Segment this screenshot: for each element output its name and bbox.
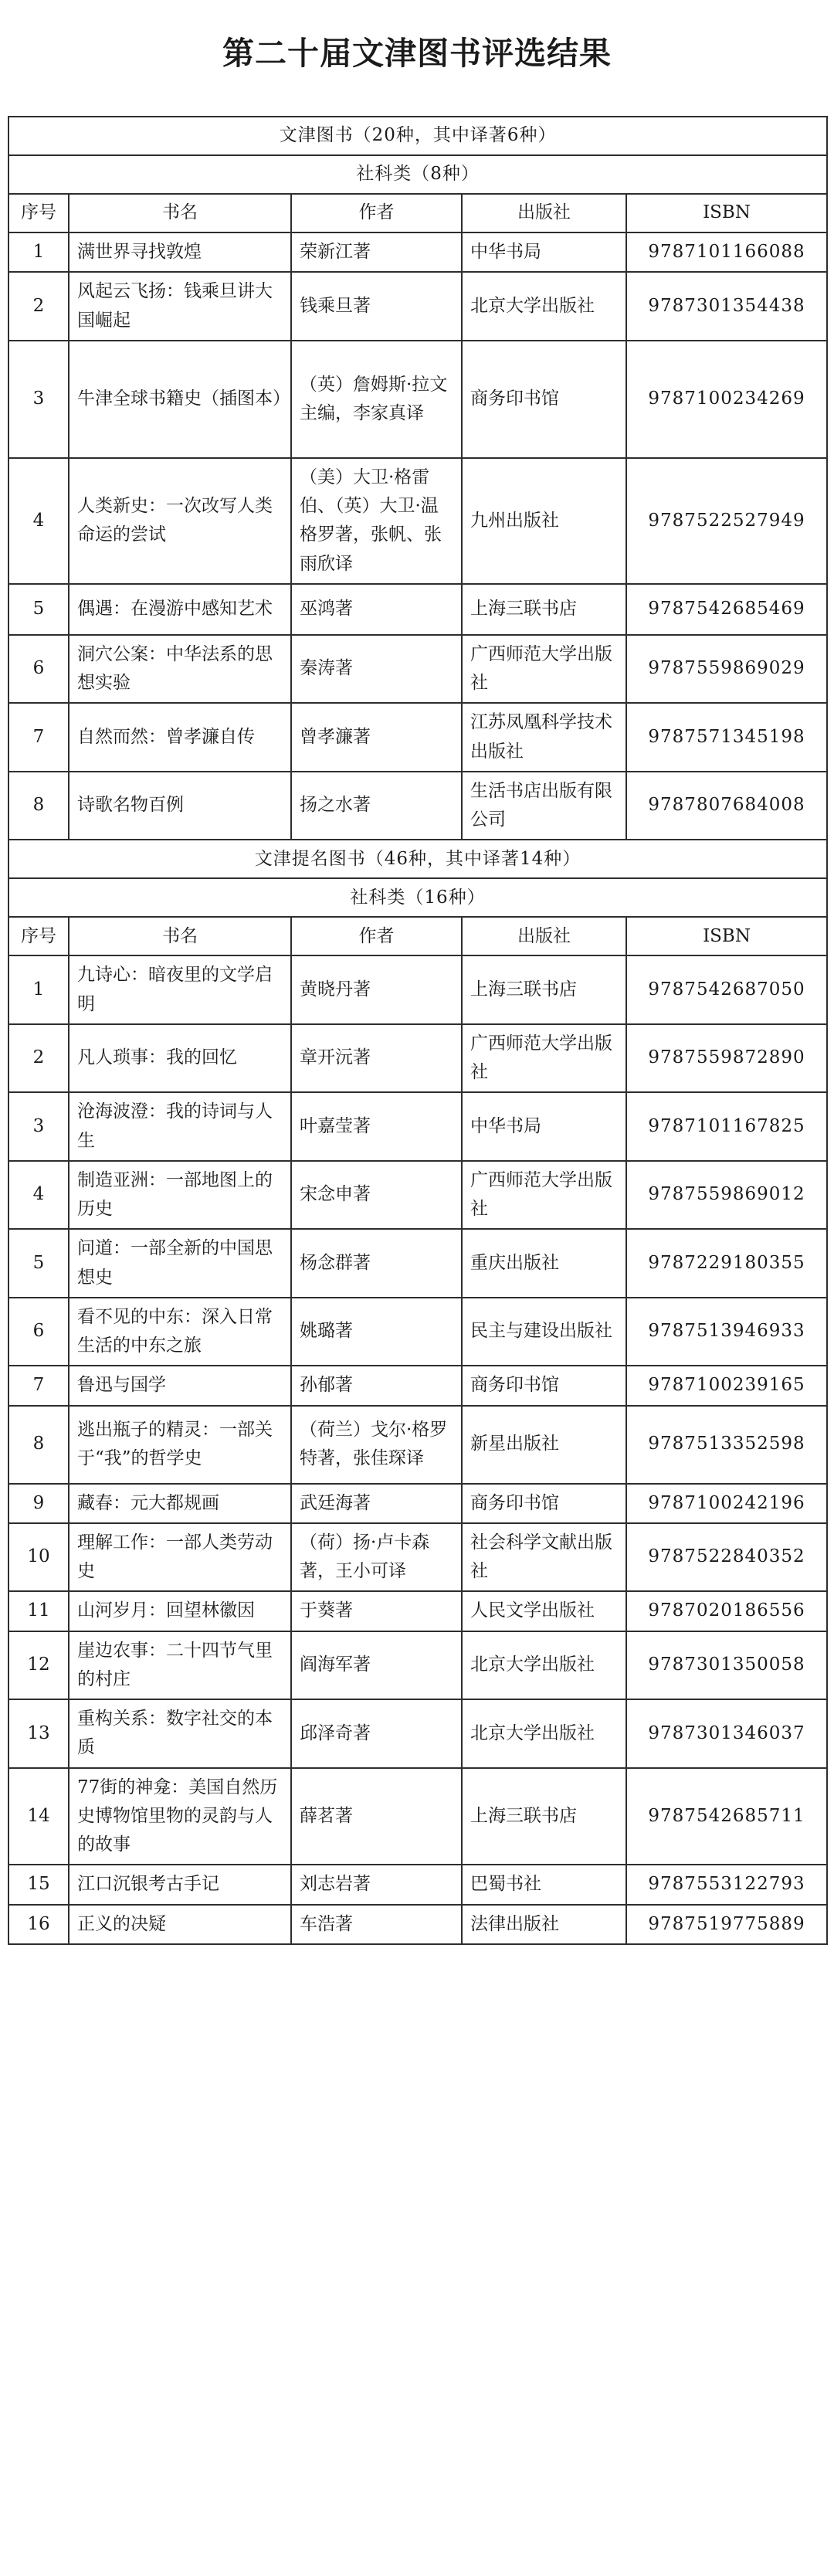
book-publisher: 九州出版社 [462, 458, 626, 584]
row-number: 5 [8, 584, 69, 635]
results-table-body [8, 117, 827, 1944]
row-number: 1 [8, 955, 69, 1024]
book-author: 叶嘉莹著 [291, 1092, 462, 1161]
row-number: 13 [8, 1699, 69, 1768]
book-publisher: 中华书局 [462, 1092, 626, 1161]
book-publisher: 商务印书馆 [462, 1366, 626, 1405]
book-isbn: 9787513946933 [626, 1298, 827, 1366]
book-publisher: 上海三联书店 [462, 955, 626, 1024]
table-row [8, 1161, 827, 1230]
table-row [8, 1366, 827, 1405]
book-publisher: 江苏凤凰科学技术出版社 [462, 703, 626, 772]
book-title: 问道：一部全新的中国思想史 [69, 1229, 291, 1298]
row-number: 8 [8, 772, 69, 840]
book-publisher: 民主与建设出版社 [462, 1298, 626, 1366]
book-author: 杨念群著 [291, 1229, 462, 1298]
column-header-title: 书名 [69, 194, 291, 232]
book-publisher: 北京大学出版社 [462, 272, 626, 341]
book-author: （荷）扬·卢卡森著，王小可译 [291, 1523, 462, 1592]
book-isbn: 9787559869029 [626, 635, 827, 704]
book-isbn: 9787100242196 [626, 1484, 827, 1523]
row-number: 10 [8, 1523, 69, 1592]
table-row [8, 272, 827, 341]
row-number: 16 [8, 1905, 69, 1944]
book-publisher: 商务印书馆 [462, 341, 626, 458]
book-title: 人类新史：一次改写人类命运的尝试 [69, 458, 291, 584]
book-isbn: 9787542685469 [626, 584, 827, 635]
column-header-isbn: ISBN [626, 917, 827, 955]
book-publisher: 商务印书馆 [462, 1484, 626, 1523]
book-title: 牛津全球书籍史（插图本） [69, 341, 291, 458]
row-number: 9 [8, 1484, 69, 1523]
table-row [8, 1484, 827, 1523]
book-title: 重构关系：数字社交的本质 [69, 1699, 291, 1768]
book-title: 九诗心：暗夜里的文学启明 [69, 955, 291, 1024]
table-row [8, 1905, 827, 1944]
book-publisher: 北京大学出版社 [462, 1699, 626, 1768]
book-author: 车浩著 [291, 1905, 462, 1944]
book-publisher: 广西师范大学出版社 [462, 635, 626, 704]
table-row [8, 1024, 827, 1093]
table-row [8, 635, 827, 704]
book-isbn: 9787101166088 [626, 232, 827, 272]
book-title: 制造亚洲：一部地图上的历史 [69, 1161, 291, 1230]
table-row [8, 458, 827, 584]
book-isbn: 9787100234269 [626, 341, 827, 458]
book-author: 邱泽奇著 [291, 1699, 462, 1768]
book-author: 宋念申著 [291, 1161, 462, 1230]
row-number: 5 [8, 1229, 69, 1298]
book-isbn: 9787571345198 [626, 703, 827, 772]
row-number: 15 [8, 1865, 69, 1904]
book-title: 洞穴公案：中华法系的思想实验 [69, 635, 291, 704]
row-number: 14 [8, 1768, 69, 1865]
book-author: 阎海军著 [291, 1631, 462, 1700]
book-title: 自然而然：曾孝濂自传 [69, 703, 291, 772]
book-isbn: 9787301354438 [626, 272, 827, 341]
table-row [8, 1298, 827, 1366]
book-title: 鲁迅与国学 [69, 1366, 291, 1405]
book-isbn: 9787542685711 [626, 1768, 827, 1865]
book-isbn: 9787542687050 [626, 955, 827, 1024]
book-publisher: 新星出版社 [462, 1406, 626, 1484]
book-author: 刘志岩著 [291, 1865, 462, 1904]
book-publisher: 中华书局 [462, 232, 626, 272]
book-author: 荣新江著 [291, 232, 462, 272]
column-header-publisher: 出版社 [462, 917, 626, 955]
book-title: 正义的决疑 [69, 1905, 291, 1944]
book-author: 秦涛著 [291, 635, 462, 704]
column-header-row [8, 917, 827, 955]
book-author: （美）大卫·格雷伯、（英）大卫·温格罗著，张帆、张雨欣译 [291, 458, 462, 584]
book-publisher: 广西师范大学出版社 [462, 1024, 626, 1093]
column-header-title: 书名 [69, 917, 291, 955]
book-isbn: 9787101167825 [626, 1092, 827, 1161]
category-heading: 社科类（8种） [8, 155, 827, 194]
row-number: 3 [8, 341, 69, 458]
book-publisher: 上海三联书店 [462, 1768, 626, 1865]
column-header-no: 序号 [8, 194, 69, 232]
book-title: 山河岁月：回望林徽因 [69, 1591, 291, 1631]
book-isbn: 9787559869012 [626, 1161, 827, 1230]
book-isbn: 9787559872890 [626, 1024, 827, 1093]
table-row [8, 1523, 827, 1592]
column-header-publisher: 出版社 [462, 194, 626, 232]
book-author: 巫鸿著 [291, 584, 462, 635]
row-number: 2 [8, 272, 69, 341]
book-isbn: 9787020186556 [626, 1591, 827, 1631]
book-isbn: 9787229180355 [626, 1229, 827, 1298]
row-number: 2 [8, 1024, 69, 1093]
category-heading-row [8, 155, 827, 194]
table-row [8, 1591, 827, 1631]
table-row [8, 1699, 827, 1768]
table-row [8, 703, 827, 772]
book-isbn: 9787522527949 [626, 458, 827, 584]
section-heading: 文津提名图书（46种，其中译著14种） [8, 840, 827, 878]
book-title: 满世界寻找敦煌 [69, 232, 291, 272]
category-heading: 社科类（16种） [8, 878, 827, 917]
book-isbn: 9787519775889 [626, 1905, 827, 1944]
book-author: 于葵著 [291, 1591, 462, 1631]
book-title: 偶遇：在漫游中感知艺术 [69, 584, 291, 635]
row-number: 4 [8, 458, 69, 584]
page-title: 第二十届文津图书评选结果 [222, 35, 612, 72]
book-title: 凡人琐事：我的回忆 [69, 1024, 291, 1093]
book-isbn: 9787301350058 [626, 1631, 827, 1700]
table-row [8, 1865, 827, 1904]
section-heading: 文津图书（20种，其中译著6种） [8, 117, 827, 155]
row-number: 6 [8, 1298, 69, 1366]
book-author: 武廷海著 [291, 1484, 462, 1523]
table-row [8, 584, 827, 635]
book-title: 理解工作：一部人类劳动史 [69, 1523, 291, 1592]
column-header-no: 序号 [8, 917, 69, 955]
book-publisher: 社会科学文献出版社 [462, 1523, 626, 1592]
row-number: 4 [8, 1161, 69, 1230]
category-heading-row [8, 878, 827, 917]
book-publisher: 广西师范大学出版社 [462, 1161, 626, 1230]
table-row [8, 1631, 827, 1700]
row-number: 7 [8, 703, 69, 772]
table-row [8, 1229, 827, 1298]
book-publisher: 巴蜀书社 [462, 1865, 626, 1904]
book-isbn: 9787100239165 [626, 1366, 827, 1405]
book-author: 黄晓丹著 [291, 955, 462, 1024]
book-publisher: 上海三联书店 [462, 584, 626, 635]
book-isbn: 9787513352598 [626, 1406, 827, 1484]
book-publisher: 重庆出版社 [462, 1229, 626, 1298]
row-number: 12 [8, 1631, 69, 1700]
book-publisher: 人民文学出版社 [462, 1591, 626, 1631]
book-title: 逃出瓶子的精灵：一部关于“我”的哲学史 [69, 1406, 291, 1484]
book-isbn: 9787301346037 [626, 1699, 827, 1768]
results-table [8, 116, 828, 1945]
book-title: 沧海波澄：我的诗词与人生 [69, 1092, 291, 1161]
book-isbn: 9787522840352 [626, 1523, 827, 1592]
table-row [8, 1768, 827, 1865]
book-title: 江口沉银考古手记 [69, 1865, 291, 1904]
book-title: 77街的神龛：美国自然历史博物馆里物的灵韵与人的故事 [69, 1768, 291, 1865]
row-number: 11 [8, 1591, 69, 1631]
book-author: 薛茗著 [291, 1768, 462, 1865]
row-number: 7 [8, 1366, 69, 1405]
row-number: 3 [8, 1092, 69, 1161]
book-author: 姚璐著 [291, 1298, 462, 1366]
book-title: 诗歌名物百例 [69, 772, 291, 840]
book-author: （荷兰）戈尔·格罗特著，张佳琛译 [291, 1406, 462, 1484]
table-row [8, 232, 827, 272]
row-number: 1 [8, 232, 69, 272]
book-author: 曾孝濂著 [291, 703, 462, 772]
table-row [8, 772, 827, 840]
book-author: 扬之水著 [291, 772, 462, 840]
section-heading-row [8, 117, 827, 155]
table-row [8, 1406, 827, 1484]
book-title: 风起云飞扬：钱乘旦讲大国崛起 [69, 272, 291, 341]
table-row [8, 1092, 827, 1161]
book-publisher: 北京大学出版社 [462, 1631, 626, 1700]
book-publisher: 法律出版社 [462, 1905, 626, 1944]
column-header-row [8, 194, 827, 232]
section-heading-row [8, 840, 827, 878]
book-author: 章开沅著 [291, 1024, 462, 1093]
book-publisher: 生活书店出版有限公司 [462, 772, 626, 840]
row-number: 6 [8, 635, 69, 704]
book-title: 崖边农事：二十四节气里的村庄 [69, 1631, 291, 1700]
book-author: （英）詹姆斯·拉文主编，李家真译 [291, 341, 462, 458]
column-header-author: 作者 [291, 194, 462, 232]
column-header-author: 作者 [291, 917, 462, 955]
book-author: 钱乘旦著 [291, 272, 462, 341]
book-isbn: 9787553122793 [626, 1865, 827, 1904]
book-title: 看不见的中东：深入日常生活的中东之旅 [69, 1298, 291, 1366]
row-number: 8 [8, 1406, 69, 1484]
book-isbn: 9787807684008 [626, 772, 827, 840]
table-row [8, 341, 827, 458]
book-author: 孙郁著 [291, 1366, 462, 1405]
table-row [8, 955, 827, 1024]
column-header-isbn: ISBN [626, 194, 827, 232]
book-title: 藏春：元大都规画 [69, 1484, 291, 1523]
